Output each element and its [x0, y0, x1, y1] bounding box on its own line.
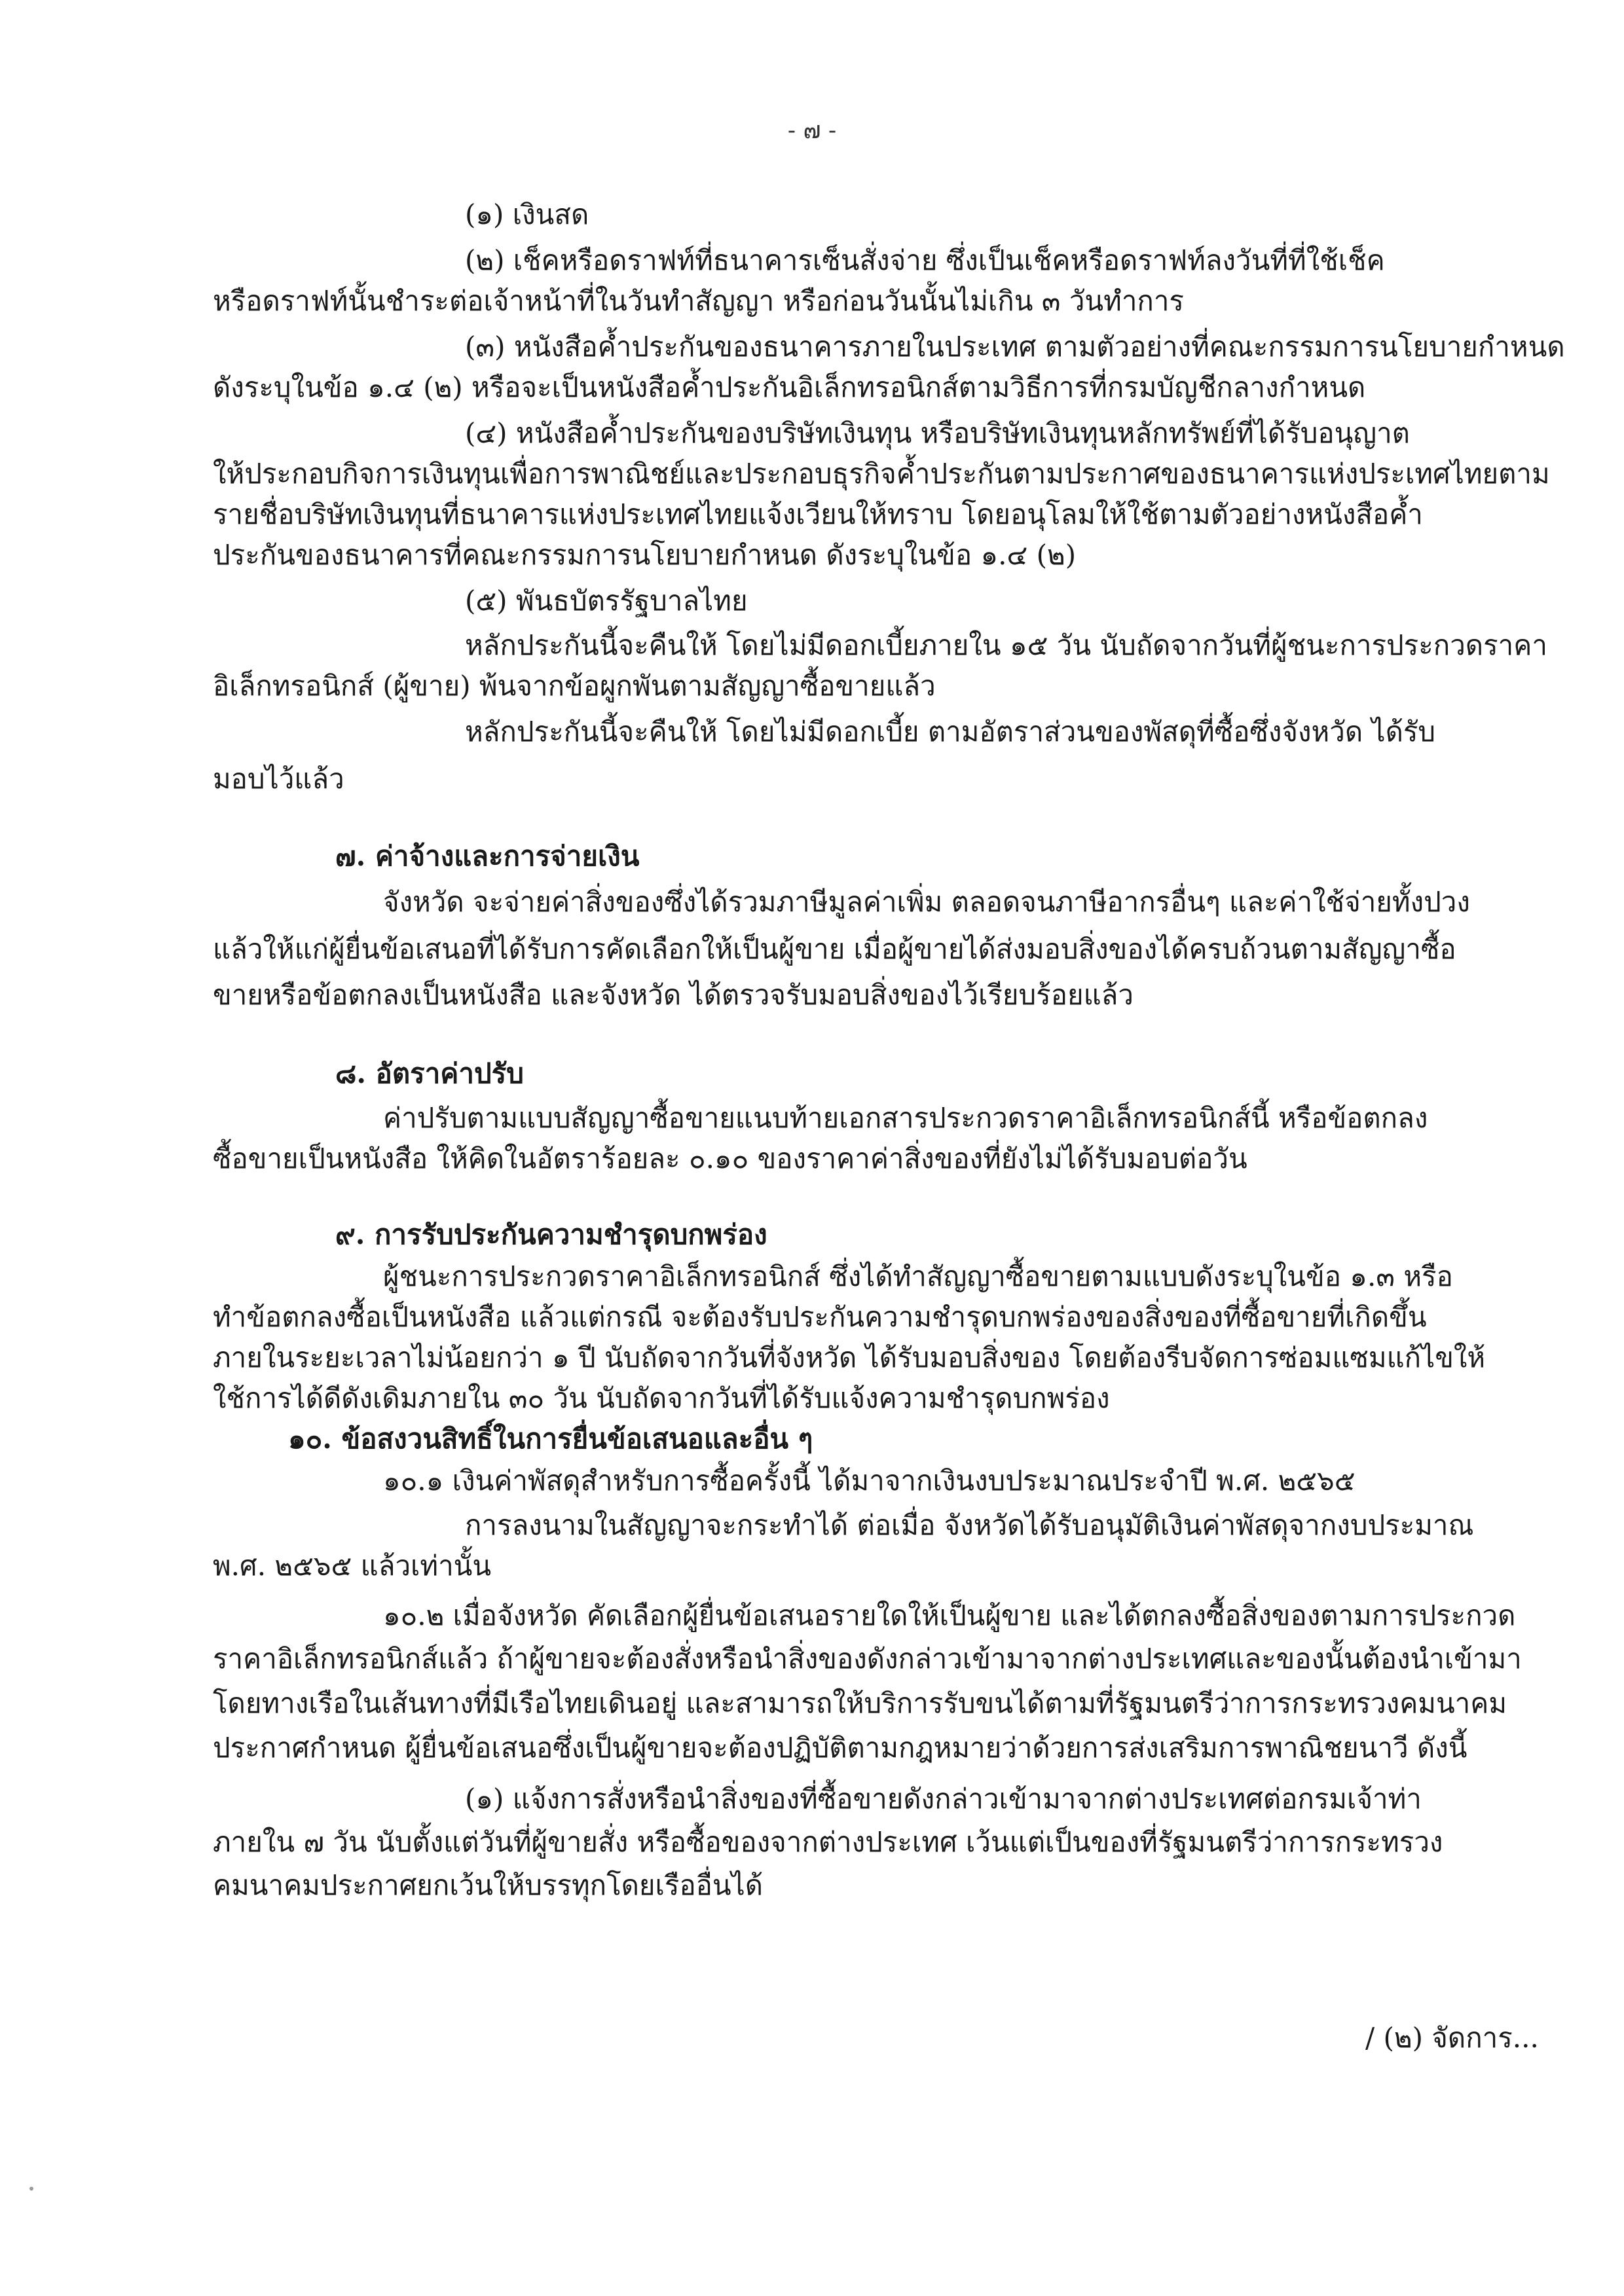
section-9-line1: ผู้ชนะการประกวดราคาอิเล็กทรอนิกส์ ซึ่งได้ทำสัญญาซื้อขายตามแบบดังระบุในข้อ ๑.๓ หรือ	[383, 1260, 1453, 1292]
section-9-line3: ภายในระยะเวลาไม่น้อยกว่า ๑ ปี นับถัดจากวันที่จังหวัด ได้รับมอบสิ่งของ โดยต้องรีบจัดการซ่อมแซมแก้ไขให้	[213, 1341, 1486, 1374]
section-7-heading: ๗. ค่าจ้างและการจ่ายเงิน	[335, 840, 640, 872]
section-8-heading: ๘. อัตราค่าปรับ	[335, 1057, 524, 1089]
item-bonds: (๕) พันธบัตรรัฐบาลไทย	[465, 585, 748, 617]
item-bank-guarantee-line1: (๓) หนังสือค้ำประกันของธนาคารภายในประเทศ ตามตัวอย่างที่คณะกรรมการนโยบายกำหนด	[465, 331, 1565, 363]
section-7-line1: จังหวัด จะจ่ายค่าสิ่งของซึ่งได้รวมภาษีมูลค่าเพิ่ม ตลอดจนภาษีอากรอื่นๆ และค่าใช้จ่ายทั้งปวง	[383, 886, 1470, 918]
section-9-line4: ใช้การได้ดีดังเดิมภายใน ๓๐ วัน นับถัดจากวันที่ได้รับแจ้งความชำรุดบกพร่อง	[213, 1382, 1110, 1414]
section-9-heading: ๙. การรับประกันความชำรุดบกพร่อง	[335, 1218, 767, 1250]
section-10-2-line2: ราคาอิเล็กทรอนิกส์แล้ว ถ้าผู้ขายจะต้องสั่งหรือนำสิ่งของดังกล่าวเข้ามาจากต่างประเทศและของนั้นต้องนำเข้ามา	[213, 1643, 1522, 1675]
section-10-1-line3: พ.ศ. ๒๕๖๕ แล้วเท่านั้น	[213, 1550, 492, 1582]
item-cheque-line2: หรือดราฟท์นั้นชำระต่อเจ้าหน้าที่ในวันทำสัญญา หรือก่อนวันนั้นไม่เกิน ๓ วันทำการ	[213, 285, 1184, 317]
section-10-2-1-line1: (๑) แจ้งการสั่งหรือนำสิ่งของที่ซื้อขายดังกล่าวเข้ามาจากต่างประเทศต่อกรมเจ้าท่า	[465, 1783, 1422, 1815]
section-9-line2: ทำข้อตกลงซื้อเป็นหนังสือ แล้วแต่กรณี จะต้องรับประกันความชำรุดบกพร่องของสิ่งของที่ซื้อขายที่เกิดขึ้น	[213, 1301, 1427, 1333]
return-para1-line2: อิเล็กทรอนิกส์ (ผู้ขาย) พ้นจากข้อผูกพันตามสัญญาซื้อขายแล้ว	[213, 670, 936, 702]
scan-mark	[29, 2187, 33, 2191]
section-8-line2: ซื้อขายเป็นหนังสือ ให้คิดในอัตราร้อยละ ๐.๑๐ ของราคาค่าสิ่งของที่ยังไม่ได้รับมอบต่อวัน	[213, 1142, 1247, 1175]
page-number: - ๗ -	[787, 117, 837, 144]
section-10-heading: ๑๐. ข้อสงวนสิทธิ์ในการยื่นข้อเสนอและอื่น ๆ	[288, 1423, 813, 1455]
return-para1-line1: หลักประกันนี้จะคืนให้ โดยไม่มีดอกเบี้ยภายใน ๑๕ วัน นับถัดจากวันที่ผู้ชนะการประกวดราคา	[465, 629, 1547, 661]
section-10-2-line3: โดยทางเรือในเส้นทางที่มีเรือไทยเดินอยู่ และสามารถให้บริการรับขนได้ตามที่รัฐมนตรีว่าการกระทรวงคมนาคม	[213, 1687, 1507, 1719]
return-para2-line1: หลักประกันนี้จะคืนให้ โดยไม่มีดอกเบี้ย ตามอัตราส่วนของพัสดุที่ซื้อซึ่งจังหวัด ได้รับ	[465, 716, 1436, 748]
item-bank-guarantee-line2: ดังระบุในข้อ ๑.๔ (๒) หรือจะเป็นหนังสือค้ำประกันอิเล็กทรอนิกส์ตามวิธีการที่กรมบัญชีกลางกำหนด	[213, 371, 1366, 403]
section-10-2-line4: ประกาศกำหนด ผู้ยื่นข้อเสนอซึ่งเป็นผู้ขายจะต้องปฏิบัติตามกฎหมายว่าด้วยการส่งเสริมการพาณิชยนาวี ดังนี้	[213, 1732, 1467, 1764]
section-10-2-1-line3: คมนาคมประกาศยกเว้นให้บรรทุกโดยเรืออื่นได้	[213, 1869, 763, 1901]
section-10-1-line1: ๑๐.๑ เงินค่าพัสดุสำหรับการซื้อครั้งนี้ ได้มาจากเงินงบประมาณประจำปี พ.ศ. ๒๕๖๕	[383, 1465, 1356, 1497]
item-finance-guarantee-line3: รายชื่อบริษัทเงินทุนที่ธนาคารแห่งประเทศไทยแจ้งเวียนให้ทราบ โดยอนุโลมให้ใช้ตามตัวอย่างหนังสือค้ำ	[213, 498, 1423, 530]
section-10-1-line2: การลงนามในสัญญาจะกระทำได้ ต่อเมื่อ จังหวัดได้รับอนุมัติเงินค่าพัสดุจากงบประมาณ	[465, 1509, 1474, 1541]
continuation-note: / (๒) จัดการ...	[1365, 2022, 1539, 2054]
section-10-2-1-line2: ภายใน ๗ วัน นับตั้งแต่วันที่ผู้ขายสั่ง หรือซื้อของจากต่างประเทศ เว้นแต่เป็นของที่รัฐมนตรีว่าการกระทรวง	[213, 1826, 1443, 1858]
return-para2-line2: มอบไว้แล้ว	[213, 763, 344, 795]
section-8-line1: ค่าปรับตามแบบสัญญาซื้อขายแนบท้ายเอกสารประกวดราคาอิเล็กทรอนิกส์นี้ หรือข้อตกลง	[383, 1102, 1428, 1134]
item-cheque-line1: (๒) เช็คหรือดราฟท์ที่ธนาคารเซ็นสั่งจ่าย ซึ่งเป็นเช็คหรือดราฟท์ลงวันที่ที่ใช้เช็ค	[465, 244, 1385, 276]
section-7-line3: ขายหรือข้อตกลงเป็นหนังสือ และจังหวัด ได้ตรวจรับมอบสิ่งของไว้เรียบร้อยแล้ว	[213, 979, 1134, 1011]
section-7-line2: แล้วให้แก่ผู้ยื่นข้อเสนอที่ได้รับการคัดเลือกให้เป็นผู้ขาย เมื่อผู้ขายได้ส่งมอบสิ่งของได้ครบถ้วนตามสัญญาซื้อ	[213, 933, 1456, 965]
item-cash: (๑) เงินสด	[465, 198, 589, 230]
item-finance-guarantee-line2: ให้ประกอบกิจการเงินทุนเพื่อการพาณิชย์และประกอบธุรกิจค้ำประกันตามประกาศของธนาคารแห่งประเทศไทยตาม	[213, 458, 1550, 490]
item-finance-guarantee-line4: ประกันของธนาคารที่คณะกรรมการนโยบายกำหนด ดังระบุในข้อ ๑.๔ (๒)	[213, 539, 1077, 571]
section-10-2-line1: ๑๐.๒ เมื่อจังหวัด คัดเลือกผู้ยื่นข้อเสนอรายใดให้เป็นผู้ขาย และได้ตกลงซื้อสิ่งของตามการประกวด	[383, 1599, 1516, 1631]
item-finance-guarantee-line1: (๔) หนังสือค้ำประกันของบริษัทเงินทุน หรือบริษัทเงินทุนหลักทรัพย์ที่ได้รับอนุญาต	[465, 417, 1410, 449]
